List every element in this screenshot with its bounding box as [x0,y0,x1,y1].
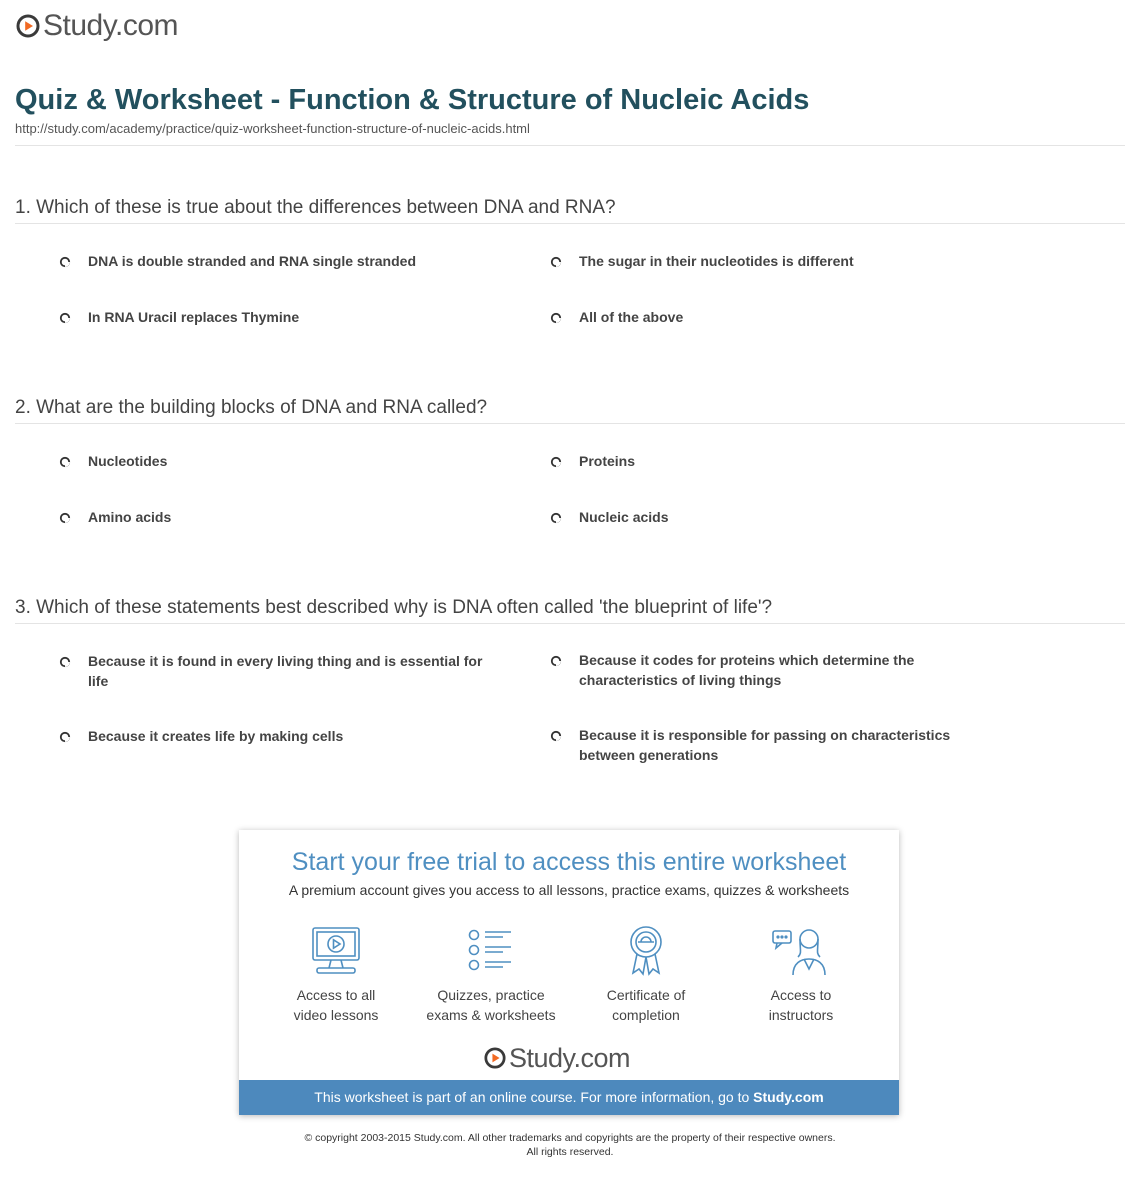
question-divider [15,623,1125,624]
feature-video-lessons [261,925,411,1025]
study-logo[interactable] [16,10,178,42]
radio-icon[interactable] [59,312,71,324]
promo-subtitle: A premium account gives you access to all lessons, practice exams, quizzes & worksheets [288,882,850,898]
q1-option-d[interactable] [550,310,990,327]
feature-certificate [571,925,721,1025]
q2-option-a[interactable] [59,454,499,471]
divider [15,145,1125,146]
option-label: Because it is found in every living thing and is essential for life [88,653,483,689]
q3-option-a[interactable] [59,654,499,691]
option-label: Proteins [579,453,636,469]
question-2: 2. What are the building blocks of DNA and RNA called? [15,397,488,418]
promo-title[interactable]: Start your free trial to access this entire worksheet [291,848,847,876]
feature-label: exams & worksheets [426,1007,556,1023]
copyright-line-1: © copyright 2003-2015 Study.com. All other trademarks and copyrights are the property of their respective owners. [304,1132,836,1144]
option-label: All of the above [579,309,684,325]
radio-icon[interactable] [550,312,562,324]
option-label: The sugar in their nucleotides is different [579,253,854,269]
feature-label: Quizzes, practice [437,987,545,1003]
free-trial-card[interactable] [239,830,899,1115]
question-3: 3. Which of these statements best described why is DNA often called 'the blueprint of life'? [15,597,773,618]
q3-option-b[interactable] [550,653,990,690]
play-circle-icon [484,1047,506,1069]
feature-label: Certificate of [606,987,686,1003]
feature-label: Access to [770,987,832,1003]
radio-icon[interactable] [59,512,71,524]
radio-icon[interactable] [550,456,562,468]
option-label: Because it creates life by making cells [88,728,344,744]
radio-icon[interactable] [550,512,562,524]
radio-icon[interactable] [550,256,562,268]
logo-text: Study.com [43,9,178,42]
radio-icon[interactable] [59,656,71,668]
option-label: In RNA Uracil replaces Thymine [88,309,300,325]
video-lessons-icon [308,925,364,977]
question-divider [15,223,1125,224]
question-divider [15,423,1125,424]
play-circle-icon [16,14,40,38]
radio-icon[interactable] [59,256,71,268]
q1-option-c[interactable] [59,310,499,327]
q2-option-c[interactable] [59,510,499,527]
radio-icon[interactable] [59,731,71,743]
promo-footer [239,1080,899,1115]
q1-option-a[interactable] [59,254,499,271]
option-label: Because it codes for proteins which determine the characteristics of living things [579,652,915,688]
promo-footer-text: This worksheet is part of an online course. For more information, go to [314,1089,750,1105]
q1-option-b[interactable] [550,254,990,271]
option-label: Amino acids [88,509,172,525]
certificate-icon [618,925,674,977]
feature-instructors [726,925,876,1025]
radio-icon[interactable] [550,655,562,667]
feature-label: instructors [768,1007,834,1023]
logo-text: Study.com [509,1043,631,1073]
option-label: Nucleic acids [579,509,669,525]
q3-option-c[interactable] [59,729,499,746]
feature-label: video lessons [293,1007,379,1023]
q2-option-d[interactable] [550,510,990,527]
question-1: 1. Which of these is true about the differences between DNA and RNA? [15,197,616,218]
option-label: Nucleotides [88,453,168,469]
radio-icon[interactable] [59,456,71,468]
radio-icon[interactable] [550,730,562,742]
feature-label: Access to all [296,987,376,1003]
promo-study-logo [484,1041,630,1075]
feature-quizzes [416,925,566,1025]
promo-footer-link[interactable]: Study.com [753,1089,824,1105]
quizzes-list-icon [463,925,519,977]
page-url[interactable]: http://study.com/academy/practice/quiz-worksheet-function-structure-of-nucleic-acids.html [15,121,530,136]
copyright-line-2: All rights reserved. [526,1146,614,1158]
page-title: Quiz & Worksheet - Function & Structure of Nucleic Acids [15,84,810,116]
option-label: Because it is responsible for passing on characteristics between generations [579,727,951,763]
q3-option-d[interactable] [550,728,990,765]
feature-label: completion [612,1007,680,1023]
copyright [0,1131,1140,1159]
option-label: DNA is double stranded and RNA single stranded [88,253,417,269]
instructor-icon [771,925,831,977]
q2-option-b[interactable] [550,454,990,471]
